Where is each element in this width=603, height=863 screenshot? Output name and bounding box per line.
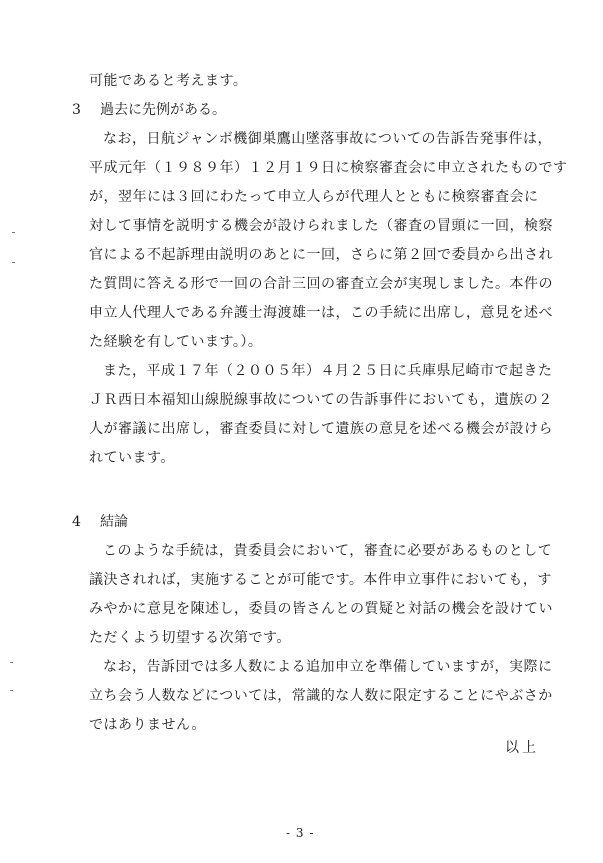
section-4-title: 結論 — [100, 514, 128, 530]
section-4-number: 4 — [72, 514, 81, 530]
closing-mark: 以上 — [505, 740, 539, 756]
scan-speck — [12, 262, 15, 263]
body-line: れています。 — [89, 450, 175, 466]
body-line: ＪＲ西日本福知山線脱線事故についての告訴事件においても，遺族の２ — [89, 392, 553, 408]
section-3-number: 3 — [72, 102, 81, 118]
body-line: 平成元年（１９８９年）１２月１９日に検察審査会に申立されたものです — [89, 160, 568, 176]
body-line: なお，告訴団では多人数による追加申立を準備していますが，実際に — [103, 659, 553, 675]
body-line: が，翌年には３回にわたって申立人らが代理人とともに検察審査会に — [89, 189, 539, 205]
body-line: 人が審議に出席し，審査委員に対して遺族の意見を述べる機会が設けら — [89, 421, 553, 437]
body-line: なお，日航ジャンボ機御巣鷹山墜落事故についての告訴告発事件は， — [103, 131, 552, 147]
body-line: 立ち会う人数などについては，常識的な人数に限定することにやぶさか — [89, 688, 553, 704]
body-line: た質問に答える形で一回の合計三回の審査立会が実現しました。本件の — [89, 276, 553, 292]
scan-speck — [10, 662, 13, 663]
body-line: ただくよう切望する次第です。 — [89, 630, 291, 646]
page-number: - 3 - — [286, 826, 315, 840]
body-line: 対して事情を説明する機会が設けられました（審査の冒頭に一回，検察 — [89, 218, 553, 234]
body-line: みやかに意見を陳述し，委員の皆さんとの質疑と対話の機会を設けてい — [89, 601, 553, 617]
scan-speck — [12, 232, 15, 233]
body-line: このような手続は，貴委員会において，審査に必要があるものとして — [103, 543, 553, 559]
body-line: た経験を有しています。）。 — [89, 334, 263, 350]
body-line: また，平成１７年（２００５年）４月２５日に兵庫県尼崎市で起きた — [103, 363, 553, 379]
body-line: 議決されれば，実施することが可能です。本件申立事件においても，す — [89, 572, 552, 588]
body-line: 官による不起訴理由説明のあとに一回，さらに第２回で委員から出され — [89, 247, 553, 263]
body-line: 可能であると考えます。 — [89, 73, 248, 89]
scan-speck — [10, 690, 13, 691]
body-line: ではありません。 — [89, 717, 206, 733]
body-line: 申立人代理人である弁護士海渡雄一は，この手続に出席し，意見を述べ — [89, 305, 553, 321]
section-3-title: 過去に先例がある。 — [100, 102, 226, 118]
